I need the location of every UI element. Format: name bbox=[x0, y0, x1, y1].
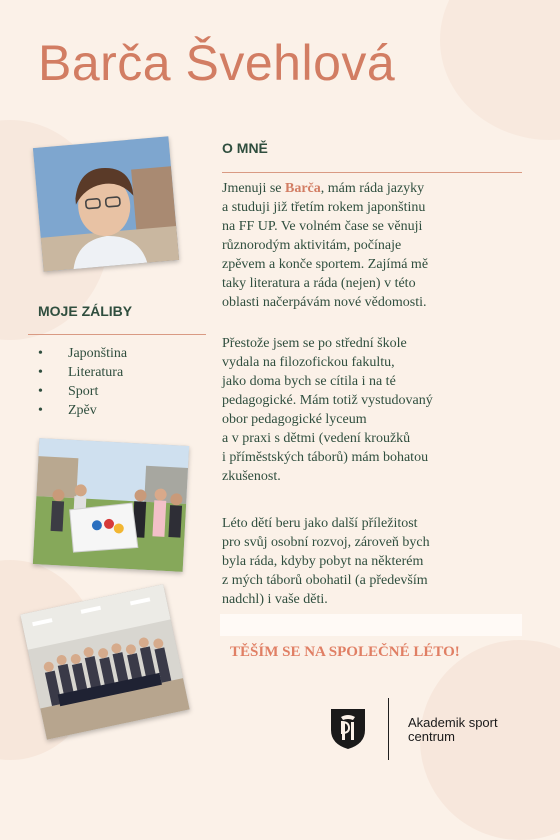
about-paragraph-2 bbox=[222, 334, 433, 486]
text-line: Přestože jsem se po střední škole bbox=[222, 336, 407, 351]
text-line: a studuji již třetím rokem japonštinu bbox=[222, 200, 426, 215]
hobbies-divider bbox=[28, 334, 206, 335]
logo-line: centrum bbox=[408, 729, 455, 744]
text-fragment: , mám ráda jazyky bbox=[320, 181, 425, 196]
text-line: pro svůj osobní rozvoj, zároveň bych bbox=[222, 535, 430, 550]
blank-box bbox=[220, 614, 522, 636]
decor-blob bbox=[440, 0, 560, 140]
logo-line: Akademik sport bbox=[408, 715, 498, 730]
organization-logo-text bbox=[408, 716, 498, 744]
list-item: • Zpěv bbox=[38, 401, 127, 420]
text-line: na FF UP. Ve volném čase se věnuji bbox=[222, 219, 423, 234]
text-line: nadchl) i vaše děti. bbox=[222, 592, 328, 607]
text-fragment: Jmenuji se bbox=[222, 181, 285, 196]
group-photo-outdoor bbox=[33, 438, 189, 572]
text-line: z mých táborů obohatil (a především bbox=[222, 573, 428, 588]
about-divider bbox=[222, 172, 522, 173]
university-logo-icon bbox=[330, 708, 366, 750]
portrait-photo bbox=[33, 136, 179, 271]
name-highlight: Barča bbox=[285, 181, 321, 196]
text-line: vydala na filozofickou fakultu, bbox=[222, 355, 395, 370]
text-line: různorodým aktivitám, počínaje bbox=[222, 238, 402, 253]
list-item: • Literatura bbox=[38, 363, 127, 382]
text-line: byla ráda, kdyby pobyt na některém bbox=[222, 554, 424, 569]
text-line: oblasti načerpávám nové vědomosti. bbox=[222, 295, 427, 310]
hobbies-heading: MOJE ZÁLIBY bbox=[38, 303, 133, 319]
text-line: zkušenost. bbox=[222, 469, 281, 484]
text-line bbox=[222, 179, 428, 198]
text-line: obor pedagogické lyceum bbox=[222, 412, 367, 427]
about-paragraph-3 bbox=[222, 514, 430, 609]
text-line: zpěvem a konče sportem. Zajímá mě bbox=[222, 257, 429, 272]
cta-text: TĚŠÍM SE NA SPOLEČNÉ LÉTO! bbox=[230, 644, 460, 660]
logo-divider bbox=[388, 698, 389, 760]
text-line: jako doma bych se cítila i na té bbox=[222, 374, 396, 389]
text-line: pedagogické. Mám totiž vystudovaný bbox=[222, 393, 433, 408]
page-title: Barča Švehlová bbox=[38, 35, 396, 91]
text-line: taky literatura a ráda (nejen) v této bbox=[222, 276, 416, 291]
text-line: Léto dětí beru jako další příležitost bbox=[222, 516, 418, 531]
text-line: i příměstských táborů) mám bohatou bbox=[222, 450, 429, 465]
list-item: • Japonština bbox=[38, 344, 127, 363]
about-paragraph-1 bbox=[222, 179, 428, 312]
text-line: a v praxi s dětmi (vedení kroužků bbox=[222, 431, 411, 446]
about-heading: O MNĚ bbox=[222, 140, 268, 156]
list-item: • Sport bbox=[38, 382, 127, 401]
hobbies-list bbox=[38, 344, 127, 420]
